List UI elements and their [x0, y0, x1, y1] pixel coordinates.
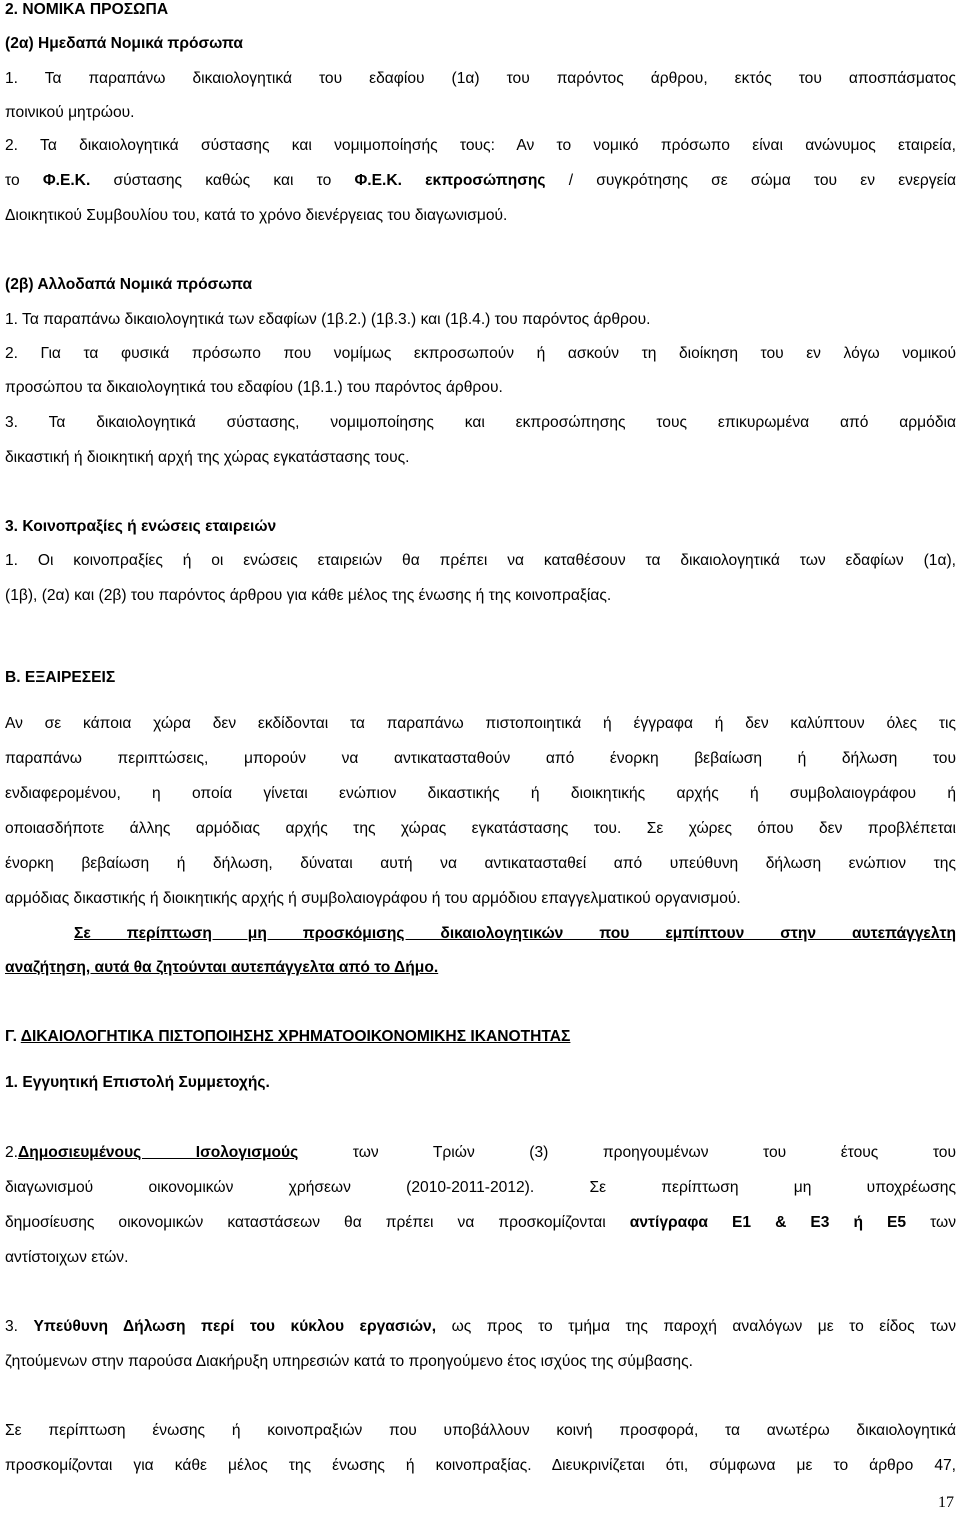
subsection-2a-heading: (2α) Ημεδαπά Νομικά πρόσωπα: [5, 35, 244, 52]
section-g-heading: Γ. ΔΙΚΑΙΟΛΟΓΗΤΙΚΑ ΠΙΣΤΟΠΟΙΗΣΗΣ ΧΡΗΜΑΤΟΟΙΚΟΝΟΜΙΚΗΣ ΙΚΑΝΟΤΗΤΑΣ: [5, 1028, 571, 1045]
text-line: ένορκη βεβαίωση ή δήλωση, δύναται αυτή να αντικατασταθεί από υπεύθυνη δήλωση ενώπιον της: [5, 855, 956, 872]
text-line: (1β), (2α) και (2β) του παρόντος άρθρου για κάθε μέλος της ένωσης ή της κοινοπραξίας.: [5, 587, 612, 604]
text-line: 1. Τα παραπάνω δικαιολογητικά των εδαφίων (1β.2.) (1β.3.) και (1β.4.) του παρόντος άρθρου.: [5, 311, 651, 328]
text-line: 3. Υπεύθυνη Δήλωση περί του κύκλου εργασιών, ως προς το τμήμα της παροχή αναλόγων με το είδος των: [5, 1318, 956, 1335]
note-line: αναζήτηση, αυτά θα ζητούνται αυτεπάγγελτα από το Δήμο.: [5, 959, 439, 976]
text-line: προσκομίζονται για κάθε μέλος της ένωσης ή κοινοπραξίας. Διευκρινίζεται ότι, σύμφωνα με το άρθρο 47,: [5, 1457, 956, 1474]
section-2-heading: 2. ΝΟΜΙΚΑ ΠΡΟΣΩΠΑ: [5, 1, 169, 18]
text-line: 2.Δημοσιευμένους Ισολογισμούς των Τριών (3) προηγουμένων του έτους του: [5, 1144, 956, 1161]
subsection-2b-heading: (2β) Αλλοδαπά Νομικά πρόσωπα: [5, 276, 253, 293]
text-line: 1. Οι κοινοπραξίες ή οι ενώσεις εταιρειών θα πρέπει να καταθέσουν τα δικαιολογητικά των εδαφίων (1α),: [5, 552, 956, 569]
text-line: αρμόδιας δικαστικής ή διοικητικής αρχής ή συμβολαιογράφου ή του αρμόδιου επαγγελματικού οργανισμού.: [5, 890, 741, 907]
text-line: διαγωνισμού οικονομικών χρήσεων (2010-2011-2012). Σε περίπτωση μη υποχρέωσης: [5, 1179, 956, 1196]
text-line: δικαστική ή διοικητική αρχή της χώρας εγκατάστασης τους.: [5, 449, 410, 466]
text-line: ενδιαφερομένου, η οποία γίνεται ενώπιον δικαστικής ή διοικητικής αρχής ή συμβολαιογράφου ή: [5, 785, 956, 802]
section-3-heading: 3. Κοινοπραξίες ή ενώσεις εταιρειών: [5, 518, 277, 535]
text-line: ποινικού μητρώου.: [5, 104, 135, 121]
text-line: Σε περίπτωση ένωσης ή κοινοπραξιών που υποβάλλουν κοινή προσφορά, τα ανωτέρω δικαιολογητικά: [5, 1422, 956, 1439]
text-line: Διοικητικού Συμβουλίου του, κατά το χρόνο διενέργειας του διαγωνισμού.: [5, 207, 508, 224]
page-number: 17: [938, 1494, 954, 1511]
text-line: δημοσίευσης οικονομικών καταστάσεων θα πρέπει να προσκομίζονται αντίγραφα Ε1 & Ε3 ή Ε5 των: [5, 1214, 956, 1231]
item-1-heading: 1. Εγγυητική Επιστολή Συμμετοχής.: [5, 1074, 270, 1091]
text-line: αντίστοιχων ετών.: [5, 1249, 129, 1266]
text-line: 2. Για τα φυσικά πρόσωπο που νομίμως εκπροσωπούν ή ασκούν τη διοίκηση του εν λόγω νομικού: [5, 345, 956, 362]
text-line: Αν σε κάποια χώρα δεν εκδίδονται τα παραπάνω πιστοποιητικά ή έγγραφα ή δεν καλύπτουν όλες τις: [5, 715, 956, 732]
text-line: προσώπου τα δικαιολογητικά του εδαφίου (1β.1.) του παρόντος άρθρου.: [5, 379, 503, 396]
text-line: ζητούμενων στην παρούσα Διακήρυξη υπηρεσιών κατά το προηγούμενο έτος ισχύος της σύμβασης.: [5, 1353, 693, 1370]
text-line: 2. Τα δικαιολογητικά σύστασης και νομιμοποίησής τους: Αν το νομικό πρόσωπο είναι ανώνυμος εταιρεία,: [5, 137, 956, 154]
note-line: Σε περίπτωση μη προσκόμισης δικαιολογητικών που εμπίπτουν στην αυτεπάγγελτη: [74, 925, 956, 942]
text-line: το Φ.Ε.Κ. σύστασης καθώς και το Φ.Ε.Κ. εκπροσώπησης / συγκρότησης σε σώμα του εν ενεργεία: [5, 172, 957, 189]
text-line: παραπάνω περιπτώσεις, μπορούν να αντικατασταθούν από ένορκη βεβαίωση ή δήλωση του: [5, 750, 956, 767]
text-line: οποιασδήποτε άλλης αρμόδιας αρχής της χώρας εγκατάστασης του. Σε χώρες όπου δεν προβλέπεται: [5, 820, 956, 837]
text-line: 3. Τα δικαιολογητικά σύστασης, νομιμοποίησης και εκπροσώπησης τους επικυρωμένα από αρμόδια: [5, 414, 956, 431]
section-b-heading: Β. ΕΞΑΙΡΕΣΕΙΣ: [5, 669, 116, 686]
text-line: 1. Τα παραπάνω δικαιολογητικά του εδαφίου (1α) του παρόντος άρθρου, εκτός του αποσπάσματος: [5, 70, 956, 87]
